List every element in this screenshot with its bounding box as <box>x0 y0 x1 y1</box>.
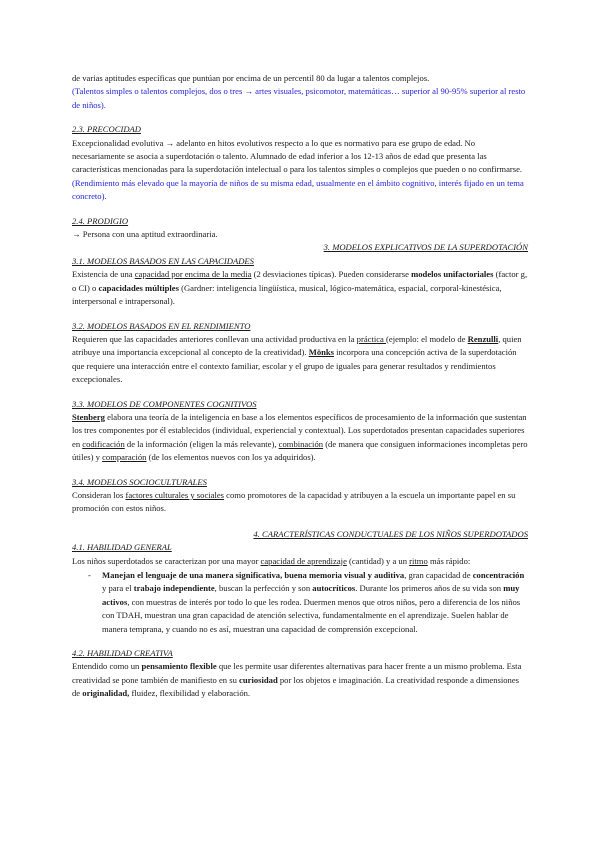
heading-habilidad-general: 4.1. HABILIDAD GENERAL <box>72 542 172 553</box>
paragraph-rendimiento: Requieren que las capacidades anteriores conllevan una actividad productiva en la práctica (ejemplo: el modelo de Renzulli, quien atribuye una importancia excepcional al concepto de la creatividad). Mönks incorpora una concepción activa de la superdotación que requiere una interacción entre el contexto familiar, escolar y el grupo de iguales para generar resultados y rendimientos excepcionales. <box>72 333 522 385</box>
heading-cognitivos: 3.3. MODELOS DE COMPONENTES COGNITIVOS <box>72 398 257 409</box>
heading-caracteristicas: 4. CARACTERÍSTICAS CONDUCTUALES DE LOS NIÑOS SUPERDOTADOS <box>253 528 528 539</box>
bullet-mark: - <box>88 570 91 580</box>
heading-prodigio: 2.4. PRODIGIO <box>72 215 129 226</box>
paragraph-habilidad-creativa: Entendido como un pensamiento flexible que les permite usar diferentes alternativas para hacer frente a un mismo problema. Esta creatividad se pone también de manifiesto en su curiosidad por los objetos e imaginación. La creatividad responde a dimensiones de originalidad, fluidez, flexibilidad y elaboración. <box>72 661 522 699</box>
precocidad-note: (Rendimiento más elevado que la mayoría de niños de su misma edad, usualmente en el ámbito cognitivo, interés fijado en un tema concreto). <box>72 177 524 202</box>
paragraph-capacidades: Existencia de una capacidad por encima de la media (2 desviaciones típicas). Pueden considerarse modelos unifactoriales (factor g, o CI) o capacidades múltiples (Gardner: inteligencia lingüística, musical, lógico-matemática, espacial, corporal-kinestésica, interpersonal e intrapersonal). <box>72 269 528 307</box>
heading-precocidad: 2.3. PRECOCIDAD <box>72 124 141 135</box>
document-content <box>72 72 528 701</box>
intro-note: (Talentos simples o talentos complejos, dos o tres → artes visuales, psicomotor, matemáticas… superior al 90-95% superior al resto de niños). <box>72 86 526 110</box>
paragraph-cognitivos: Stenberg elabora una teoría de la inteligencia en base a los elementos específicos de procesamiento de la información que sustentan los tres componentes por él establecidos (individual, experiencial y contextual). Los superdotados presentan capacidades superiores en codificación de la información (eligen la más relevante), combinación (de manera que consiguen informaciones incompletas pero útiles) y comparación (de los elementos nuevos con los ya adquiridos). <box>72 411 528 463</box>
paragraph-socioculturales: Consideran los factores culturales y sociales como promotores de la capacidad y atribuyen a la escuela un importante papel en su promoción con estos niños. <box>72 489 516 514</box>
paragraph-habilidad-general: Los niños superdotados se caracterizan por una mayor capacidad de aprendizaje (cantidad) y a un ritmo más rápido: <box>72 555 471 566</box>
heading-socioculturales: 3.4. MODELOS SOCIOCULTURALES <box>72 476 207 487</box>
paragraph-precocidad: Excepcionalidad evolutiva → adelanto en hitos evolutivos respecto a lo que es normativo para ese grupo de edad. No necesariamente se asocia a superdotación o talento. Alumnado de edad inferior a los 12-13 años de edad que presenta las características mencionadas para la superdotación intelectual o para los talentos simples o complejos que pueden o no confirmarse. (Rendimiento más elevado que la mayoría de niños de su misma edad, usualmente en el ámbito cognitivo, interés fijado en un tema concreto). <box>72 137 524 202</box>
heading-modelos: 3. MODELOS EXPLICATIVOS DE LA SUPERDOTACIÓN <box>323 242 528 253</box>
intro-line: de varias aptitudes específicas que puntúan por encima de un percentil 80 da lugar a talentos complejos. <box>72 73 430 83</box>
list-item: - Manejan el lenguaje de una manera significativa, buena memoria visual y auditiva, gran capacidad de concentración y para el trabajo independiente, buscan la perfección y son autocríticos. Durante los primeros años de su vida son muy activos, con muestras de interés por todo lo que les rodea. Duermen menos que otros niños, pero a diferencia de los niños con TDAH, muestran una gran capacidad de atención selectiva, fundamentalmente en el aprendizaje. Suelen hablar de manera temprana, y cuando no es así, muestran una capacidad de comprensión excepcional. <box>88 570 525 634</box>
paragraph-prodigio: → Persona con una aptitud extraordinaria. <box>72 229 218 240</box>
heading-capacidades: 3.1. MODELOS BASADOS EN LAS CAPACIDADES <box>72 255 254 266</box>
heading-rendimiento: 3.2. MODELOS BASADOS EN EL RENDIMIENTO <box>72 320 251 331</box>
heading-habilidad-creativa: 4.2. HABILIDAD CREATIVA <box>72 648 173 659</box>
